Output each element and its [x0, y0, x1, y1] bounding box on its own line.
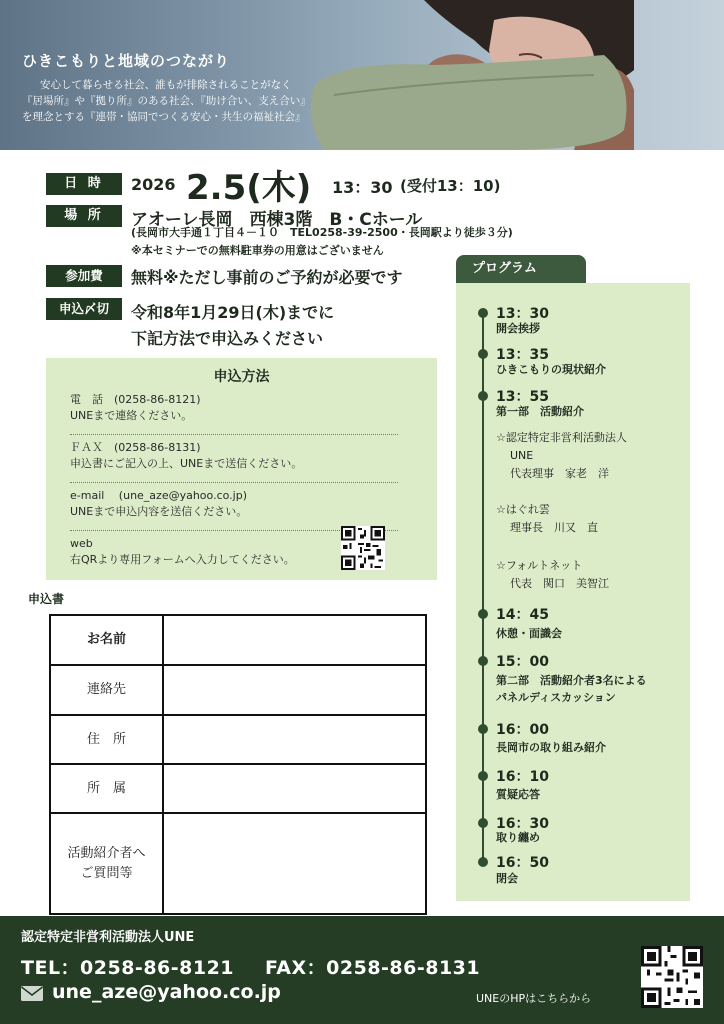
date-label: 日 時 — [46, 173, 122, 195]
application-form — [49, 614, 427, 915]
timeline-dot — [478, 308, 488, 318]
reception-time: (受付13：10) — [400, 177, 501, 195]
fee-text: 無料※ただし事前のご予約が必要です — [131, 268, 403, 287]
fee-label: 参加費 — [46, 265, 122, 287]
form-cell-label: 住 所 — [51, 716, 164, 763]
name-field[interactable] — [166, 616, 425, 664]
form-row-address — [51, 716, 425, 765]
program-desc: 休憩・面識会 — [496, 627, 562, 640]
form-row-questions — [51, 814, 425, 913]
hero-text — [22, 50, 392, 125]
timeline-dot — [478, 857, 488, 867]
method-head: e-mail (une_aze@yahoo.co.jp) — [70, 489, 247, 502]
start-time: 13：30 — [332, 178, 393, 197]
hero-line: を理念とする『連帯・協同でつくる安心・共生の福祉社会』 — [22, 111, 306, 123]
method-body: UNEまで連絡ください。 — [70, 409, 193, 422]
program-desc: 質疑応答 — [496, 788, 540, 801]
method-head: web — [70, 537, 93, 550]
presenter-org: ☆フォルトネット — [496, 559, 583, 572]
date-main: 2.5(木) — [186, 168, 312, 208]
program-time: 14：45 — [496, 607, 549, 623]
presenter-org: ☆はぐれ雲 — [496, 503, 550, 516]
divider — [70, 482, 398, 483]
method-head: 電 話 (0258-86-8121) — [70, 393, 201, 406]
program-desc: 取り纏め — [496, 831, 540, 844]
questions-field[interactable] — [166, 814, 425, 913]
program-time: 16：10 — [496, 769, 549, 785]
date-year: 2026 — [131, 175, 176, 194]
parking-note: ※本セミナーでの無料駐車券の用意はございません — [131, 244, 384, 257]
address-field[interactable] — [166, 716, 425, 763]
mail-icon — [20, 985, 44, 1002]
form-row-affiliation — [51, 765, 425, 814]
form-cell-label — [51, 814, 164, 913]
method-body: 申込書にご記入の上、UNEまで送信ください。 — [70, 457, 303, 470]
form-cell-label: お名前 — [51, 616, 164, 664]
program-time: 16：00 — [496, 722, 549, 738]
apply-methods-box — [46, 358, 437, 580]
venue-address: (長岡市大手通１丁目４－１０ TEL0258-39-2500・長岡駅より徒歩３分) — [131, 226, 513, 239]
program-desc: ひきこもりの現状紹介 — [496, 363, 606, 376]
presenter-org: UNE — [510, 449, 534, 462]
divider — [70, 434, 398, 435]
venue-label: 場 所 — [46, 205, 122, 227]
deadline-instruction: 下記方法で申込みください — [131, 329, 324, 348]
apply-methods-title: 申込方法 — [213, 369, 270, 385]
contact-field[interactable] — [166, 666, 425, 714]
form-cell-label: 所 属 — [51, 765, 164, 812]
hero-line: 安心して暮らせる社会、誰もが排除されることがなく — [40, 79, 292, 91]
deadline-label: 申込〆切 — [46, 298, 122, 320]
program-time: 16：30 — [496, 816, 549, 832]
apply-method-phone — [70, 392, 400, 424]
method-head: ＦＡＸ (0258-86-8131) — [70, 441, 201, 454]
qr-code-icon[interactable] — [641, 946, 703, 1008]
program-time: 15：00 — [496, 654, 549, 670]
hero-banner — [0, 0, 724, 150]
timeline-dot — [478, 656, 488, 666]
timeline-dot — [478, 391, 488, 401]
presenter-name: 理事長 川又 直 — [510, 521, 598, 534]
venue-name: アオーレ長岡 西棟3階 B・Cホール — [131, 210, 423, 230]
timeline-dot — [478, 349, 488, 359]
apply-method-fax — [70, 440, 400, 472]
timeline-dot — [478, 818, 488, 828]
hero-line: 『居場所』や『拠り所』のある社会、『助け合い、支え合い』 — [22, 95, 311, 107]
presenter-name: 代表理事 家老 洋 — [510, 467, 609, 480]
timeline-dot — [478, 724, 488, 734]
footer-fax: FAX：0258-86-8131 — [265, 957, 481, 979]
presenter-org: ☆認定特定非営利活動法人 — [496, 431, 627, 444]
hero-title: ひきこもりと地域のつながり — [22, 52, 231, 70]
program-time: 16：50 — [496, 855, 549, 871]
program-desc: 第二部 活動紹介者3名による — [496, 674, 647, 687]
form-cell-label-line: ご質問等 — [80, 865, 133, 881]
deadline-date: 令和8年1月29日(木)までに — [131, 303, 335, 322]
form-row-name — [51, 616, 425, 666]
footer-hp-note: UNEのHPはこちらから — [476, 992, 592, 1005]
program-desc: 第一部 活動紹介 — [496, 405, 584, 418]
presenter-name: 代表 関口 美智江 — [510, 577, 609, 590]
program-desc: パネルディスカッション — [496, 691, 616, 704]
form-cell-label-line: 活動紹介者へ — [67, 845, 146, 861]
footer-tel[interactable]: TEL：0258-86-8121 — [21, 957, 235, 979]
qr-code-icon[interactable] — [341, 526, 385, 570]
form-label: 申込書 — [28, 592, 65, 606]
footer-email[interactable]: une_aze@yahoo.co.jp — [52, 981, 281, 1003]
method-body: 右QRより専用フォームへ入力してください。 — [70, 553, 295, 566]
form-row-contact — [51, 666, 425, 716]
timeline-dot — [478, 609, 488, 619]
program-time: 13：55 — [496, 389, 549, 405]
method-body: UNEまで申込内容を送信ください。 — [70, 505, 248, 518]
program-desc: 開会挨拶 — [496, 322, 540, 335]
program-time: 13：30 — [496, 306, 549, 322]
footer — [0, 916, 724, 1024]
form-cell-label: 連絡先 — [51, 666, 164, 714]
program-time: 13：35 — [496, 347, 549, 363]
program-desc: 長岡市の取り組み紹介 — [496, 741, 606, 754]
program-tab: プログラム — [456, 255, 586, 283]
timeline-dot — [478, 771, 488, 781]
program-desc: 閉会 — [496, 872, 518, 885]
footer-org-name: 認定特定非営利活動法人UNE — [21, 930, 195, 945]
affiliation-field[interactable] — [166, 765, 425, 812]
apply-method-email — [70, 488, 400, 520]
